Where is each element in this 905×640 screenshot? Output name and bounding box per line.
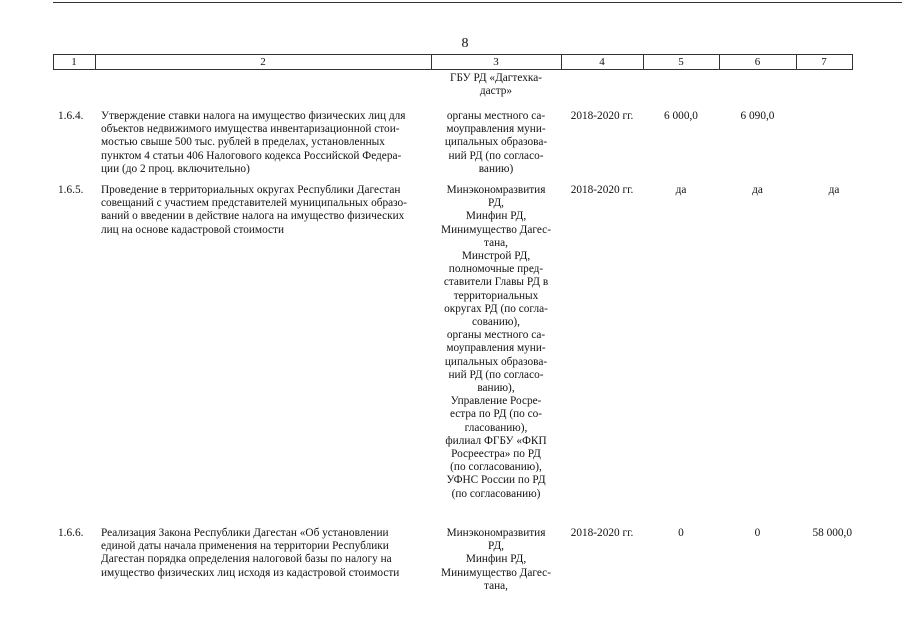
row-responsible: Минэкономразвития РД, Минфин РД, Минимущество Дагес- тана, Минстрой РД, полномочные пред- ставители Главы РД в территориальных округах РД (по согла- сованию), органы местного са- моуправления муни- ципальных образова- ний РД (по согласо- ванию), Управление Росре- естра по РД (по со- гласованию), филиал ФГБУ «ФКП Росреестра» по РД (по согласованию), УФНС России по РД (по согласованию)	[441, 184, 551, 500]
row-col5: да	[675, 184, 687, 196]
table-header-bottom-border	[53, 69, 853, 70]
row-description: Утверждение ставки налога на имущество физических лиц для объектов недвижимого имущества инвентаризационной стои- мостью свыше 500 тыс. рублей в пределах, установленных пунктом 4 статьи 406 Налогового кодекса Российской Федера- ции (до 2 проц. включительно)	[101, 110, 406, 175]
row-period: 2018-2020 гг.	[570, 110, 634, 122]
row-col5: 0	[678, 527, 684, 539]
row-responsible: ГБУ РД «Дагтехка- дастр»	[450, 72, 542, 98]
row-col6: 0	[754, 527, 761, 539]
row-col7: да	[828, 184, 840, 196]
row-id: 1.6.6.	[58, 527, 84, 539]
header-col-5: 5	[678, 56, 684, 68]
page-number: 8	[461, 36, 469, 51]
top-rule	[53, 2, 902, 3]
row-col6: 6 090,0	[740, 110, 775, 122]
header-col-2: 2	[260, 56, 266, 68]
row-id: 1.6.4.	[58, 110, 84, 122]
row-period: 2018-2020 гг.	[570, 527, 634, 539]
header-col-4: 4	[599, 56, 605, 68]
header-col-3: 3	[493, 56, 499, 68]
row-responsible: органы местного са- моуправления муни- ципальных образова- ний РД (по согласо- ванию)	[444, 110, 548, 175]
row-responsible: Минэкономразвития РД, Минфин РД, Минимущество Дагес- тана,	[441, 527, 551, 592]
row-col6: да	[752, 184, 763, 196]
row-col5: 6 000,0	[664, 110, 698, 122]
row-period: 2018-2020 гг.	[570, 184, 634, 196]
row-description: Проведение в территориальных округах Республики Дагестан совещаний с участием представителей муниципальных образо- ваний о введении в действие налога на имущество физических лиц на основе кадастровой стоимости	[101, 184, 407, 236]
col-border	[852, 54, 853, 69]
header-col-7: 7	[821, 56, 827, 68]
header-col-6: 6	[754, 56, 761, 68]
row-id: 1.6.5.	[58, 184, 84, 196]
row-col7: 58 000,0	[812, 527, 852, 539]
header-col-1: 1	[71, 56, 77, 68]
row-description: Реализация Закона Республики Дагестан «Об установлении единой даты начала применения на территории Республики Дагестан порядка определения налоговой базы по налогу на имущество физических лиц исходя из кадастровой стоимости	[101, 527, 400, 579]
